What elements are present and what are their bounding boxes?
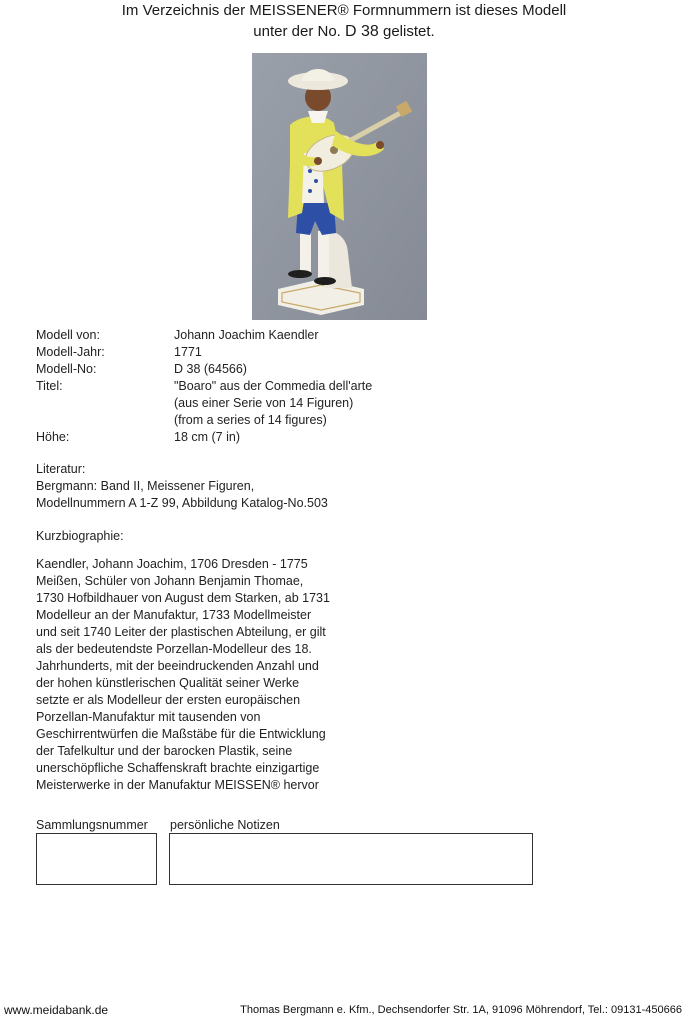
header-model-number: D 38: [345, 23, 379, 40]
right-shoe: [314, 277, 336, 285]
biography-line: der Tafelkultur und der barocken Plastik, seine: [36, 744, 293, 758]
biography-line: Modelleur an der Manufaktur, 1733 Modellmeister: [36, 608, 312, 622]
left-shoe: [288, 270, 312, 278]
footer-website: www.meidabank.de: [4, 1003, 109, 1017]
biography-text: [36, 556, 636, 794]
literature-line: Modellnummern A 1-Z 99, Abbildung Katalog-No.503: [36, 496, 328, 510]
spec-label: Höhe:: [36, 430, 70, 444]
spec-label: Modell von:: [36, 328, 100, 342]
spec-value: D 38 (64566): [174, 362, 247, 376]
title-line: (from a series of 14 figures): [174, 413, 327, 427]
header-line-2-suffix: gelistet.: [382, 23, 435, 40]
biography-line: als der bedeutendste Porzellan-Modelleur des 18.: [36, 642, 312, 656]
spec-row-year: [36, 344, 636, 361]
biography-line: Meißen, Schüler von Johann Benjamin Thomae,: [36, 574, 304, 588]
spec-row-height: [36, 429, 636, 446]
literature-heading: Literatur:: [36, 462, 86, 476]
biography-heading: Kurzbiographie:: [36, 529, 124, 543]
spec-label: Modell-No:: [36, 362, 97, 376]
biography-line: und seit 1740 Leiter der plastischen Abteilung, er gilt: [36, 625, 326, 639]
biography-line: Kaendler, Johann Joachim, 1706 Dresden - 1775: [36, 557, 308, 571]
header-line-2-prefix: unter der No.: [253, 23, 341, 40]
biography-line: Meisterwerke in der Manufaktur MEISSEN® hervor: [36, 778, 319, 792]
spec-value: 1771: [174, 345, 202, 359]
biography-line: Jahrhunderts, mit der beeindruckenden Anzahl und: [36, 659, 319, 673]
literature-section: [36, 461, 636, 512]
personal-notes-label: persönliche Notizen: [170, 818, 280, 832]
model-specifications: [36, 327, 636, 446]
biography-line: Porzellan-Manufaktur mit tausenden von: [36, 710, 261, 724]
header-line-2: [0, 21, 688, 42]
biography-line: der hohen künstlerischen Qualität seiner Werke: [36, 676, 300, 690]
spec-row-title: [36, 378, 636, 429]
spec-value-title: [174, 378, 636, 429]
biography-line: unerschöpfliche Schaffenskraft brachte einzigartige: [36, 761, 320, 775]
biography-line: 1730 Hofbildhauer von August dem Starken, ab 1731: [36, 591, 330, 605]
personal-notes-field[interactable]: [169, 833, 533, 885]
spec-row-modeller: [36, 327, 636, 344]
collection-number-label: Sammlungsnummer: [36, 818, 148, 832]
title-line: "Boaro" aus der Commedia dell'arte: [174, 379, 373, 393]
figurine-photo-svg: [252, 53, 427, 320]
footer-address: Thomas Bergmann e. Kfm., Dechsendorfer Str. 1A, 91096 Möhrendorf, Tel.: 09131-450666: [240, 1004, 682, 1016]
spec-value: 18 cm (7 in): [174, 430, 240, 444]
biography-line: setzte er als Modelleur der ersten europäischen: [36, 693, 301, 707]
spec-row-number: [36, 361, 636, 378]
spec-label: Modell-Jahr:: [36, 345, 105, 359]
figurine-photo: [252, 53, 427, 320]
biography-line: Geschirrentwürfen die Maßstäbe für die Entwicklung: [36, 727, 326, 741]
collection-number-field[interactable]: [36, 833, 157, 885]
literature-line: Bergmann: Band II, Meissener Figuren,: [36, 479, 255, 493]
spec-value: Johann Joachim Kaendler: [174, 328, 319, 342]
header-line-1: Im Verzeichnis der MEISSENER® Formnummern ist dieses Modell: [121, 2, 567, 19]
title-line: (aus einer Serie von 14 Figuren): [174, 396, 354, 410]
spec-label: Titel:: [36, 379, 63, 393]
header-notice: [0, 0, 688, 42]
